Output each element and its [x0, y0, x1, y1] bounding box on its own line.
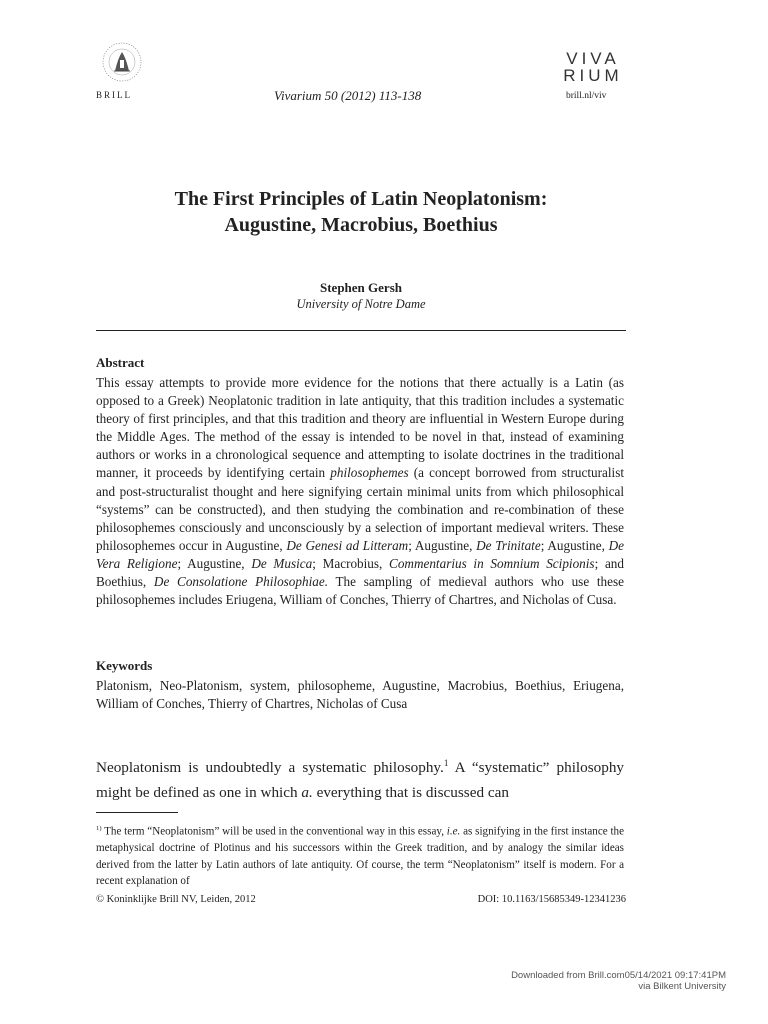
publisher-name: BRILL [96, 90, 132, 100]
author-name: Stephen Gersh [320, 280, 402, 295]
keywords-text: Platonism, Neo-Platonism, system, philosopheme, Augustine, Macrobius, Boethius, Eriugena, William of Conches, Thierry of Chartres, Nicholas of Cusa [96, 678, 624, 711]
footnote-reference[interactable]: 1 [443, 758, 449, 768]
body-text: Neoplatonism is undoubtedly a systematic philosophy.$^1$ A “systematic” philosophy might be defined as one in which a. everything that is discussed can [96, 758, 625, 801]
journal-reference: Vivarium 50 (2012) 113-138 [274, 88, 422, 103]
brill-seal-logo [100, 40, 144, 88]
journal-logo [558, 50, 628, 84]
title-divider [96, 330, 626, 331]
abstract-heading: Abstract [96, 355, 145, 370]
download-stamp [440, 970, 726, 992]
footnote-divider [96, 812, 178, 813]
copyright-notice: © Koninklijke Brill NV, Leiden, 2012 [96, 894, 256, 905]
journal-logo-line2: RIUM [563, 66, 623, 85]
author-affiliation: University of Notre Dame [296, 297, 426, 311]
footnote-text: $^{1)}$ The term “Neoplatonism” will be used in the conventional way in this essay, i.e. as signifying in the first instance the metaphysical doctrine of Plotinus and his successors within the Greek tradition, and by analogy the similar ideas derived from the latter by Latin authors of late antiquity. Of course, the term “Neoplatonism” itself is modern. For a recent explanation of [96, 825, 625, 888]
title-line-2: Augustine, Macrobius, Boethius [224, 214, 498, 236]
abstract-text: This essay attempts to provide more evidence for the notions that there actually is a Latin (as opposed to a Greek) Neoplatonic tradition in late antiquity, that this tradition includes a systematic theory of first principles, and that this tradition and theory are influential in Western Europe during the Middle Ages. The method of the essay is intended to be novel in that, instead of examining authors or works in a chronological sequence and attempting to isolate doctrines in the traditional manner, it proceeds by identifying certain philosophemes (a concept borrowed from structuralist and post-structuralist thought and here signifying certain minimal units from which philosophical “systems” can be constructed), and then studying the combination and re-combination of these philosophemes consciously and unconsciously by a selection of important medieval writers. These philosophemes occur in Augustine, De Genesi ad Litteram; Augustine, De Trinitate; Augustine, De Vera Religione; Augustine, De Musica; Macrobius, Commentarius in Somnium Scipionis; and Boethius, De Consolatione Philosophiae. The sampling of medieval authors who use these philosophemes includes Eriugena, William of Conches, Thierry of Chartres, and Nicholas of Cusa. [96, 375, 624, 608]
download-line-1: Downloaded from Brill.com05/14/2021 09:17:41PM [511, 970, 726, 981]
keywords-heading: Keywords [96, 658, 153, 673]
article-title [96, 186, 626, 238]
title-line-1: The First Principles of Latin Neoplatonism: [174, 188, 548, 210]
download-line-2: via Bilkent University [638, 981, 726, 992]
journal-logo-line1: VIVA [566, 49, 620, 68]
journal-url: brill.nl/viv [566, 91, 607, 101]
doi: DOI: 10.1163/15685349-12341236 [477, 894, 626, 905]
